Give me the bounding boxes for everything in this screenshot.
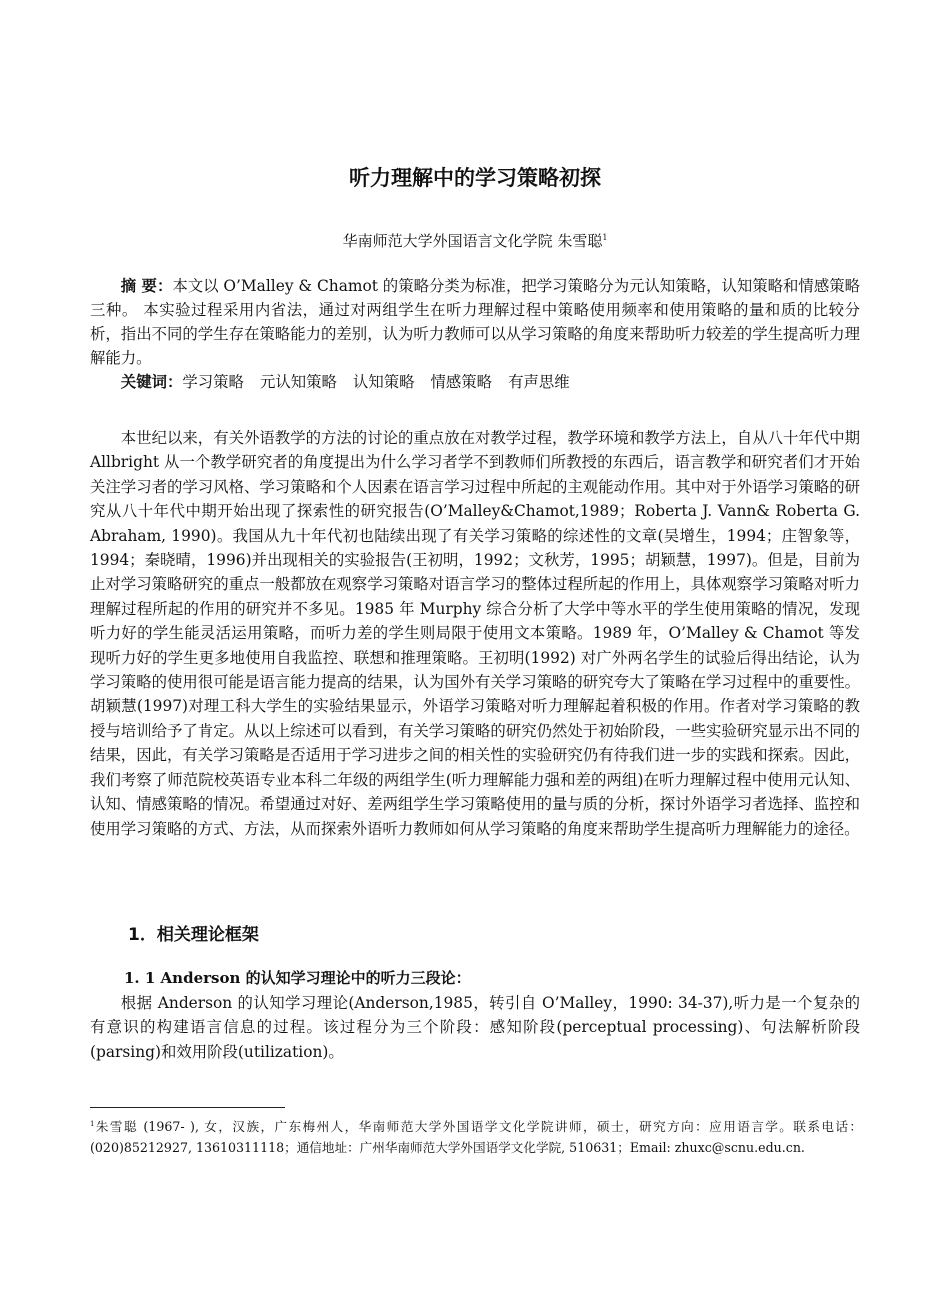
section-heading: 1．相关理论框架 xyxy=(128,925,259,945)
author-affiliation-name: 华南师范大学外国语言文化学院 朱雪聪 xyxy=(342,232,603,250)
author-line xyxy=(90,226,860,253)
footnote xyxy=(90,1114,862,1158)
abstract-block xyxy=(90,274,860,394)
footnote-mark: 1 xyxy=(90,1120,95,1128)
section1-body xyxy=(90,991,860,1064)
footnote-text: 朱雪聪 (1967- ), 女，汉族，广东梅州人，华南师范大学外国语学文化学院讲师，硕士，研究方向：应用语言学。联系电话：(020)85212927, 13610311118；通信地址：广州华南师范大学外国语学文化学院, 510631；Email: zhuxc@scnu.edu.cn. xyxy=(90,1119,862,1156)
abstract-paragraph xyxy=(90,274,860,370)
paper-title: 听力理解中的学习策略初探 xyxy=(349,166,601,190)
intro-paragraph: 本世纪以来，有关外语教学的方法的讨论的重点放在对教学过程，教学环境和教学方法上，自从八十年代中期 Allbright 从一个教学研究者的角度提出为什么学习者学不到教师们所教授的东西后，语言教学和研究者们才开始关注学习者的学习风格、学习策略和个人因素在语言学习过程中所起的主观能动作用。其中对于外语学习策略的研究从八十年代中期开始出现了探索性的研究报告(O’Malley&Chamot,1989；Roberta J. Vann& Roberta G. Abraham, 1990)。我国从九十年代初也陆续出现了有关学习策略的综述性的文章(吴增生，1994；庄智象等，1994；秦晓晴，1996)并出现相关的实验报告(王初明，1992；文秋芳，1995；胡颖慧，1997)。但是，目前为止对学习策略研究的重点一般都放在观察学习策略对语言学习的整体过程所起的作用上，具体观察学习策略对听力理解过程所起的作用的研究并不多见。1985 年 Murphy 综合分析了大学中等水平的学生使用策略的情况，发现听力好的学生能灵活运用策略，而听力差的学生则局限于使用文本策略。1989 年，O’Malley & Chamot 等发现听力好的学生更多地使用自我监控、联想和推理策略。王初明(1992) 对广外两名学生的试验后得出结论，认为学习策略的使用很可能是语言能力提高的结果，认为国外有关学习策略的研究夸大了策略在学习过程中的重要性。胡颖慧(1997)对理工科大学生的实验结果显示，外语学习策略对听力理解起着积极的作用。作者对学习策略的教授与培训给予了肯定。从以上综述可以看到，有关学习策略的研究仍然处于初始阶段，一些实验研究显示出不同的结果，因此，有关学习策略是否适用于学习进步之间的相关性的实验研究仍有待我们进一步的实践和探索。因此，我们考察了师范院校英语专业本科二年级的两组学生(听力理解能力强和差的两组)在听力理解过程中使用元认知、认知、情感策略的情况。希望通过对好、差两组学生学习策略使用的量与质的分析，探讨外语学习者选择、监控和使用学习策略的方式、方法，从而探索外语听力教师如何从学习策略的角度来帮助学生提高听力理解能力的途径。 xyxy=(90,429,860,838)
keywords-line xyxy=(90,370,860,394)
subsection-heading: 1. 1 Anderson 的认知学习理论中的听力三段论： xyxy=(124,969,471,987)
keyword-item: 元认知策略 xyxy=(259,373,337,391)
keywords-label: 关键词： xyxy=(120,373,183,391)
keyword-item: 有声思维 xyxy=(508,373,570,391)
abstract-text: 本文以 O’Malley & Chamot 的策略分类为标准，把学习策略分为元认知策略，认知策略和情感策略三种。 本实验过程采用内省法，通过对两组学生在听力理解过程中策略使用频率和使用策略的量和质的比较分析，指出不同的学生存在策略能力的差别，认为听力教师可以从学习策略的角度来帮助听力较差的学生提高听力理解能力。 xyxy=(90,277,860,367)
abstract-label: 摘 要： xyxy=(120,277,173,295)
intro-section xyxy=(90,426,860,841)
section1-paragraph: 根据 Anderson 的认知学习理论(Anderson,1985，转引自 O’Malley，1990: 34-37),听力是一个复杂的有意识的构建语言信息的过程。该过程分为三个阶段：感知阶段(perceptual processing)、句法解析阶段(parsing)和效用阶段(utilization)。 xyxy=(90,994,860,1061)
keyword-item: 学习策略 xyxy=(182,373,244,391)
footnote-divider xyxy=(90,1107,285,1108)
keyword-item: 认知策略 xyxy=(352,373,415,391)
keyword-item: 情感策略 xyxy=(430,373,493,391)
author-footnote-mark[interactable]: 1 xyxy=(602,233,608,242)
